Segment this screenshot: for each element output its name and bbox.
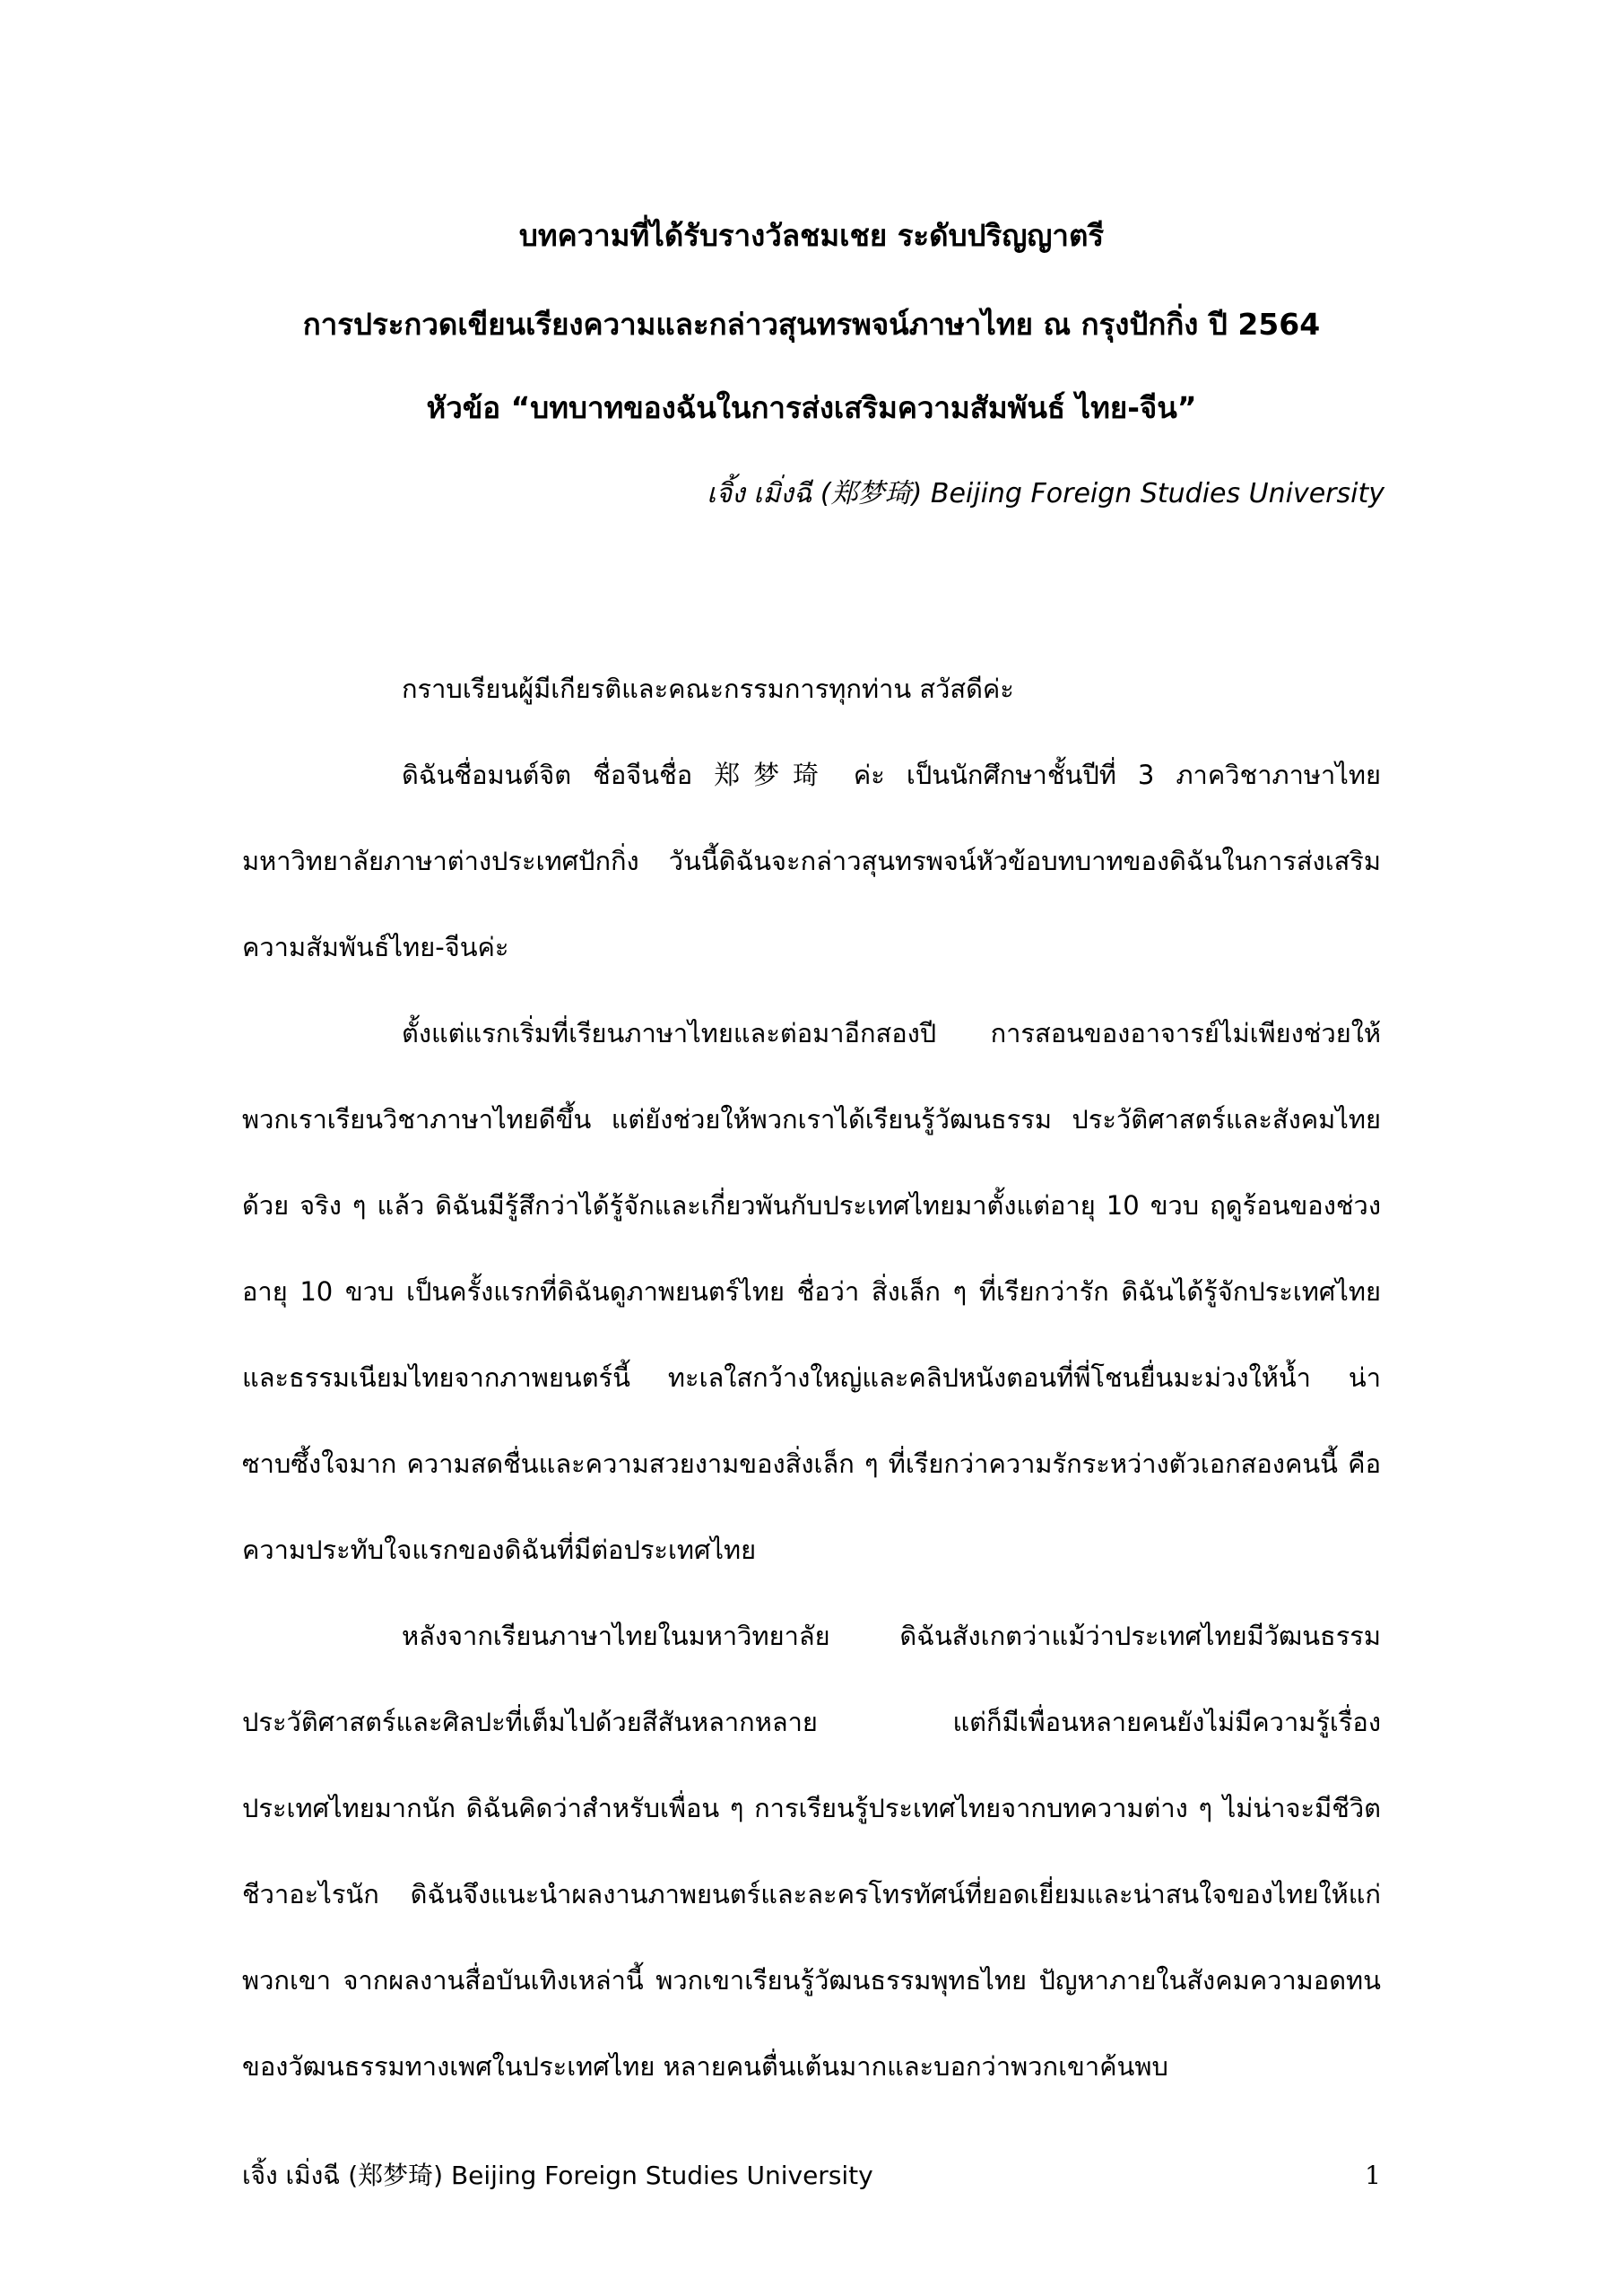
- paragraph-greeting: กราบเรียนผู้มีเกียรติและคณะกรรมการทุกท่าน สวัสดีค่ะ: [402, 674, 1014, 704]
- speech-body: [242, 646, 1381, 2109]
- author-byline: เจิ้ง เมิ่งฉี (郑梦琦) Beijing Foreign Studies University: [707, 478, 1384, 509]
- paragraph-introduction: ดิฉันชื่อมนต์จิต ชื่อจีนชื่อ 郑梦琦 ค่ะ เป็นนักศึกษาชั้นปีที่ 3 ภาควิชาภาษาไทย มหาวิทยาลัยภาษาต่างประเทศปักกิ่ง วันนี้ดิฉันจะกล่าวสุนทรพจน์หัวข้อบทบาทของดิฉันในการส่งเสริมความสัมพันธ์ไทย-จีนค่ะ: [242, 760, 1381, 962]
- contest-title: การประกวดเขียนเรียงความและกล่าวสุนทรพจน์ภาษาไทย ณ กรุงปักกิ่ง ปี 2564: [302, 307, 1321, 342]
- award-title: บทความที่ได้รับรางวัลชมเชย ระดับปริญญาตรี: [518, 218, 1105, 253]
- page-number: 1: [1365, 2161, 1381, 2190]
- topic-title: หัวข้อ “บทบาทของฉันในการส่งเสริมความสัมพันธ์ ไทย-จีน”: [426, 390, 1197, 425]
- paragraph-university: หลังจากเรียนภาษาไทยในมหาวิทยาลัย ดิฉันสังเกตว่าแม้ว่าประเทศไทยมีวัฒนธรรมประวัติศาสตร์และศิลปะที่เต็มไปด้วยสีสันหลากหลาย แต่ก็มีเพื่อนหลายคนยังไม่มีความรู้เรื่องประเทศไทยมากนัก ดิฉันคิดว่าสำหรับเพื่อน ๆ การเรียนรู้ประเทศไทยจากบทความต่าง ๆ ไม่น่าจะมีชีวิตชีวาอะไรนัก ดิฉันจึงแนะนำผลงานภาพยนตร์และละครโทรทัศน์ที่ยอดเยี่ยมและน่าสนใจของไทยให้แก่พวกเขา จากผลงานสื่อบันเทิงเหล่านี้ พวกเขาเรียนรู้วัฒนธรรมพุทธไทย ปัญหาภายในสังคมความอดทนของวัฒนธรรมทางเพศในประเทศไทย หลายคนตื่นเต้นมากและบอกว่าพวกเขาค้นพบ: [242, 1621, 1381, 2082]
- footer-author: เจิ้ง เมิ่งฉี (郑梦琦) Beijing Foreign Studies University: [242, 2161, 873, 2190]
- paragraph-first-impression: ตั้งแต่แรกเริ่มที่เรียนภาษาไทยและต่อมาอีกสองปี การสอนของอาจารย์ไม่เพียงช่วยให้พวกเราเรียนวิชาภาษาไทยดีขึ้น แต่ยังช่วยให้พวกเราได้เรียนรู้วัฒนธรรม ประวัติศาสตร์และสังคมไทยด้วย จริง ๆ แล้ว ดิฉันมีรู้สึกว่าได้รู้จักและเกี่ยวพันกับประเทศไทยมาตั้งแต่อายุ 10 ขวบ ฤดูร้อนของช่วงอายุ 10 ขวบ เป็นครั้งแรกที่ดิฉันดูภาพยนตร์ไทย ชื่อว่า สิ่งเล็ก ๆ ที่เรียกว่ารัก ดิฉันได้รู้จักประเทศไทยและธรรมเนียมไทยจากภาพยนตร์นี้ ทะเลใสกว้างใหญ่และคลิปหนังตอนที่พี่โชนยื่นมะม่วงให้น้ำ น่าซาบซึ้งใจมาก ความสดชื่นและความสวยงามของสิ่งเล็ก ๆ ที่เรียกว่าความรักระหว่างตัวเอกสองคนนี้ คือความประทับใจแรกของดิฉันที่มีต่อประเทศไทย: [242, 1018, 1381, 1565]
